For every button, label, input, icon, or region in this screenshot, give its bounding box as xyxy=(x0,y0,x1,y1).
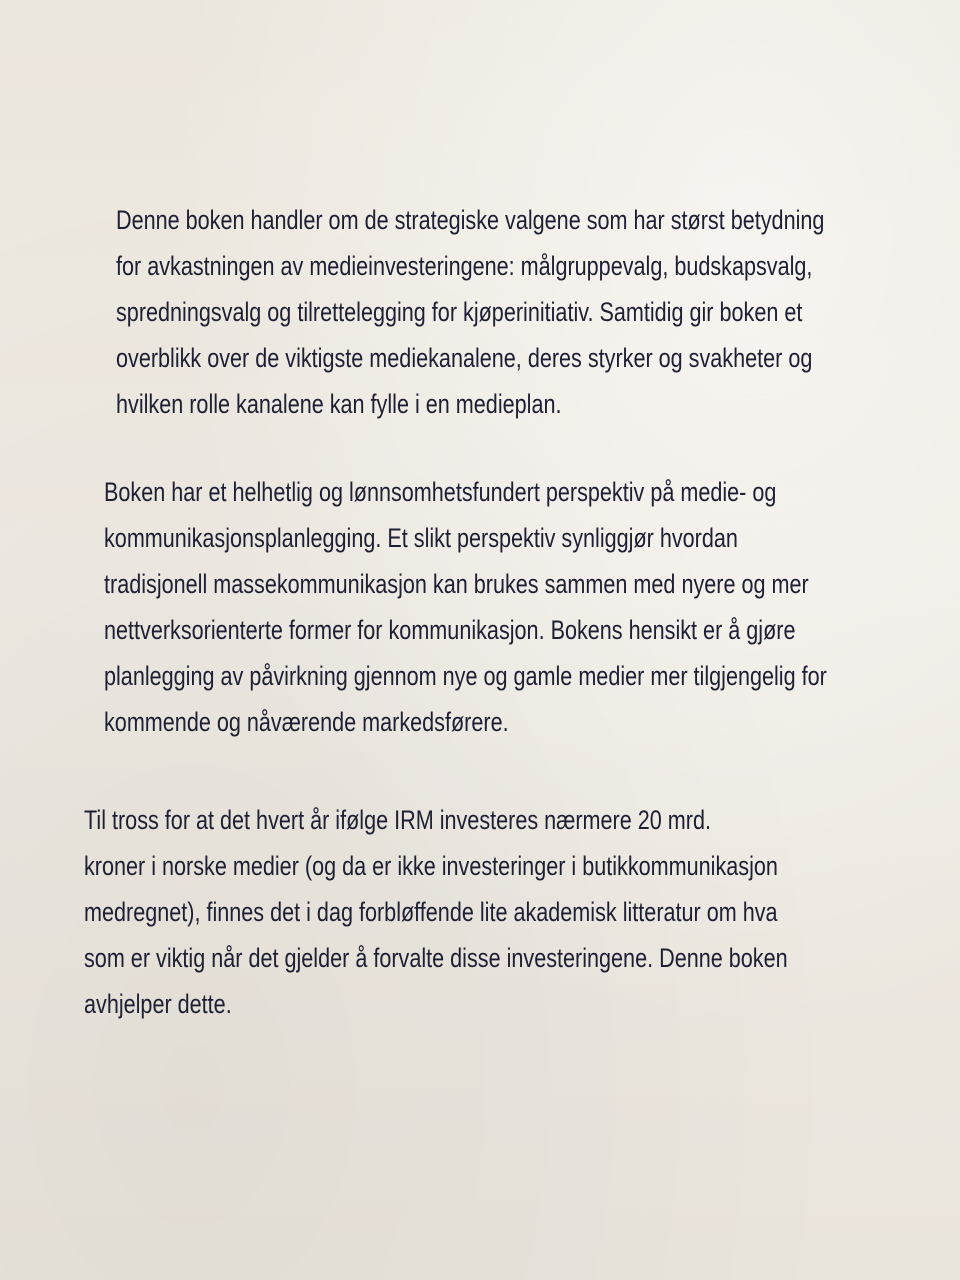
text-line: spredningsvalg og tilrettelegging for kjøperinitiativ. Samtidig gir boken et xyxy=(116,297,803,327)
text-line: for avkastningen av medieinvesteringene: målgruppevalg, budskapsvalg, xyxy=(116,251,813,281)
text-line: som er viktig når det gjelder å forvalte disse investeringene. Denne boken xyxy=(84,943,788,973)
text-line: Til tross for at det hvert år ifølge IRM investeres nærmere 20 mrd. xyxy=(84,805,711,835)
text-line: Boken har et helhetlig og lønnsomhetsfundert perspektiv på medie- og xyxy=(104,477,777,507)
paragraph-perspective xyxy=(104,469,960,745)
text-line: kommunikasjonsplanlegging. Et slikt perspektiv synliggjør hvordan xyxy=(104,523,738,553)
text-line: kroner i norske medier (og da er ikke investeringer i butikkommunikasjon xyxy=(84,851,778,881)
text-line: tradisjonell massekommunikasjon kan brukes sammen med nyere og mer xyxy=(104,569,809,599)
text-line: kommende og nåværende markedsførere. xyxy=(104,707,509,737)
text-line: medregnet), finnes det i dag forbløffende lite akademisk litteratur om hva xyxy=(84,897,778,927)
paragraph-intro xyxy=(116,197,960,427)
text-line: nettverksorienterte former for kommunikasjon. Bokens hensikt er å gjøre xyxy=(104,615,796,645)
text-line: planlegging av påvirkning gjennom nye og gamle medier mer tilgjengelig for xyxy=(104,661,827,691)
text-line: Denne boken handler om de strategiske valgene som har størst betydning xyxy=(116,205,825,235)
text-line: hvilken rolle kanalene kan fylle i en medieplan. xyxy=(116,389,562,419)
text-line: avhjelper dette. xyxy=(84,989,232,1019)
paragraph-investment xyxy=(84,797,960,1027)
text-line: overblikk over de viktigste mediekanalene, deres styrker og svakheter og xyxy=(116,343,813,373)
